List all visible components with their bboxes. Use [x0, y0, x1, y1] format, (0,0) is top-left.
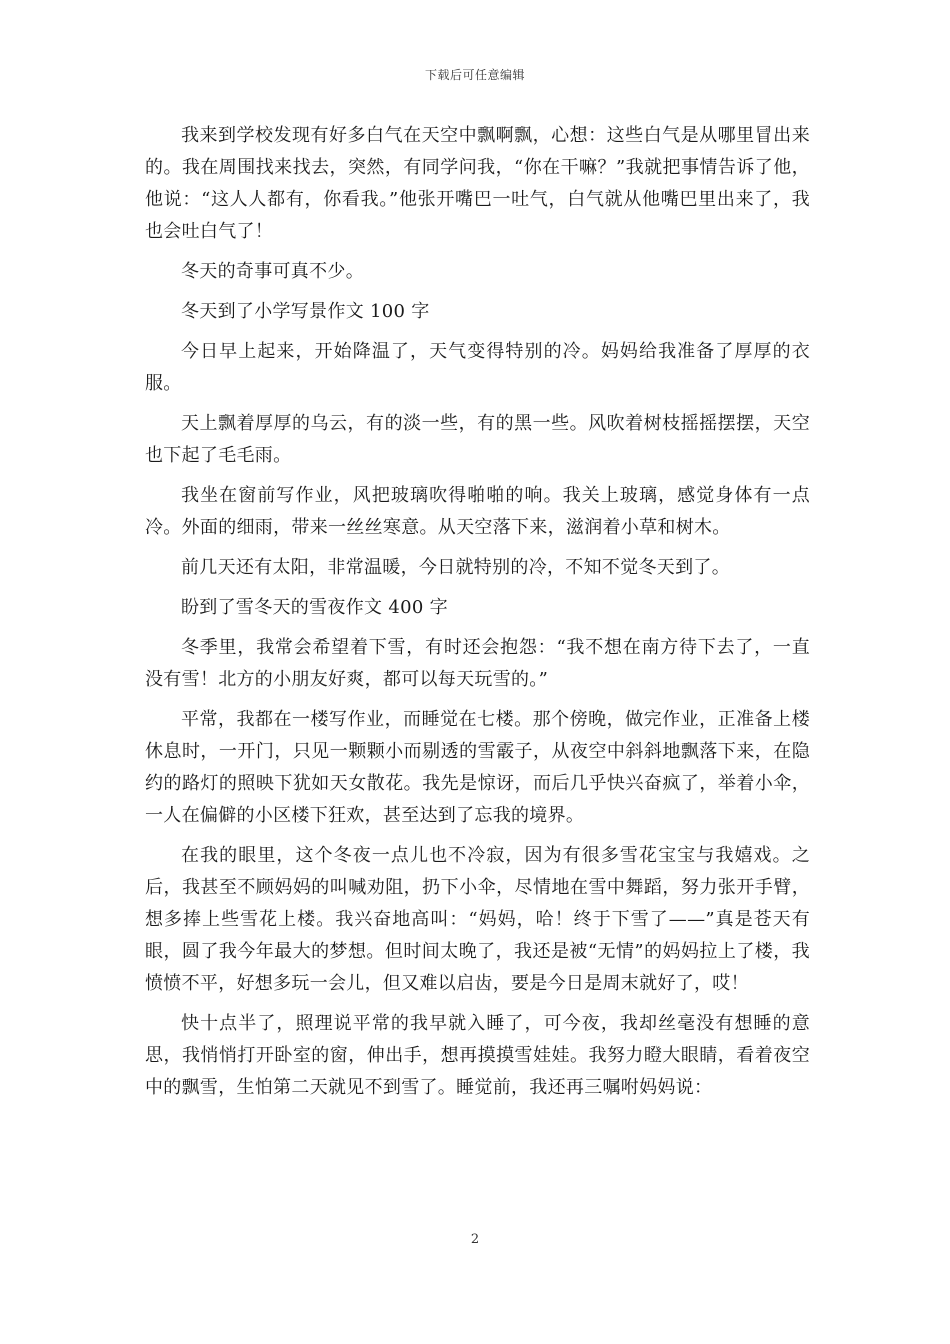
- paragraph: 今日早上起来，开始降温了，天气变得特别的冷。妈妈给我准备了厚厚的衣服。: [145, 341, 810, 394]
- paragraph: 前几天还有太阳，非常温暖，今日就特别的冷，不知不觉冬天到了。: [181, 557, 730, 578]
- paragraph: 我坐在窗前写作业，风把玻璃吹得啪啪的响。我关上玻璃，感觉身体有一点冷。外面的细雨，带来一丝丝寒意。从天空落下来，滋润着小草和树木。: [145, 485, 810, 538]
- paragraph: 冬季里，我常会希望着下雪，有时还会抱怨：“我不想在南方待下去了，一直没有雪！北方的小朋友好爽，都可以每天玩雪的。”: [145, 637, 810, 690]
- document-body: [145, 120, 810, 1112]
- essay-title: 盼到了雪冬天的雪夜作文 400 字: [181, 597, 448, 618]
- page-header: 下载后可任意编辑: [424, 68, 525, 82]
- paragraph: 天上飘着厚厚的乌云，有的淡一些，有的黑一些。风吹着树枝摇摇摆摆，天空也下起了毛毛雨。: [145, 413, 810, 466]
- paragraph: 我来到学校发现有好多白气在天空中飘啊飘，心想：这些白气是从哪里冒出来的。我在周围找来找去，突然，有同学问我，“你在干嘛？”我就把事情告诉了他，他说：“这人人都有，你看我。”他张开嘴巴一吐气，白气就从他嘴巴里出来了，我也会吐白气了！: [145, 125, 810, 242]
- essay-title: 冬天到了小学写景作文 100 字: [181, 301, 430, 322]
- page-number: 2: [470, 1232, 480, 1247]
- paragraph: 在我的眼里，这个冬夜一点儿也不冷寂，因为有很多雪花宝宝与我嬉戏。之后，我甚至不顾妈妈的叫喊劝阻，扔下小伞，尽情地在雪中舞蹈，努力张开手臂，想多捧上些雪花上楼。我兴奋地高叫：“妈妈，哈！终于下雪了——”真是苍天有眼，圆了我今年最大的梦想。但时间太晚了，我还是被“无情”的妈妈拉上了楼，我愤愤不平，好想多玩一会儿，但又难以启齿，要是今日是周末就好了，哎！: [145, 845, 810, 994]
- paragraph: 快十点半了，照理说平常的我早就入睡了，可今夜，我却丝毫没有想睡的意思，我悄悄打开卧室的窗，伸出手，想再摸摸雪娃娃。我努力瞪大眼睛，看着夜空中的飘雪，生怕第二天就见不到雪了。睡觉前，我还再三嘱咐妈妈说：: [145, 1013, 810, 1098]
- paragraph: 平常，我都在一楼写作业，而睡觉在七楼。那个傍晚，做完作业，正准备上楼休息时，一开门，只见一颗颗小而剔透的雪霰子，从夜空中斜斜地飘落下来，在隐约的路灯的照映下犹如天女散花。我先是惊讶，而后几乎快兴奋疯了，举着小伞，一人在偏僻的小区楼下狂欢，甚至达到了忘我的境界。: [145, 709, 810, 826]
- paragraph: 冬天的奇事可真不少。: [181, 261, 364, 282]
